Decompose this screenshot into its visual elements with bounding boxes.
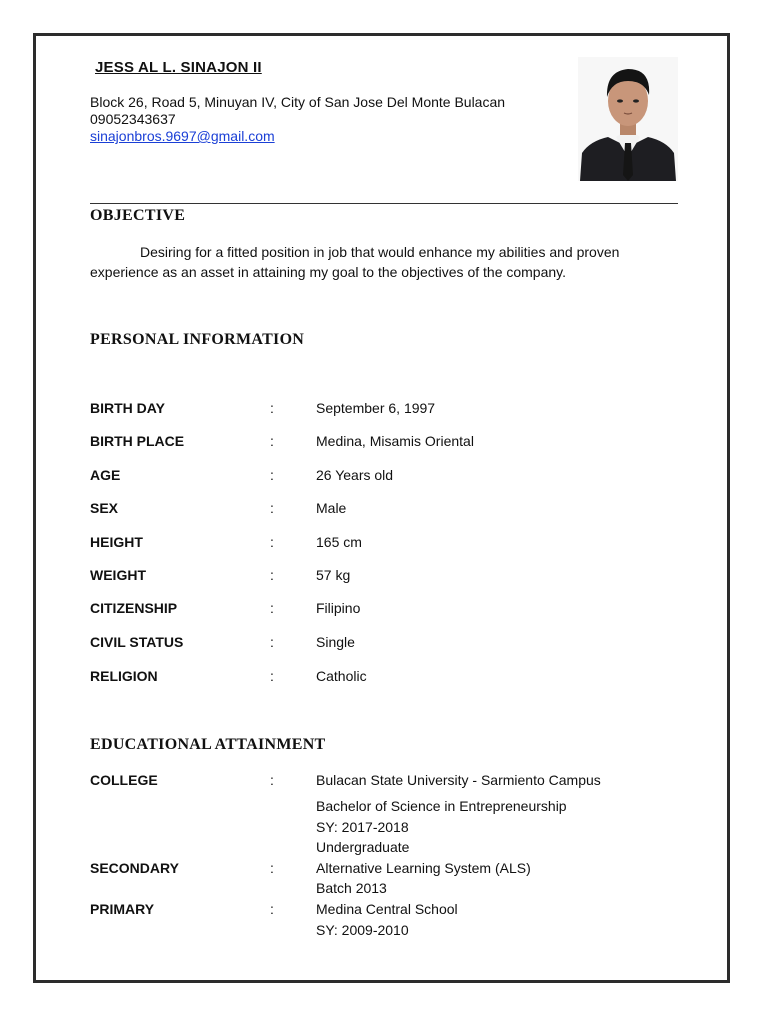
person-portrait-icon xyxy=(578,57,678,181)
info-colon: : xyxy=(270,500,274,516)
info-label: RELIGION xyxy=(90,668,158,684)
college-colon: : xyxy=(270,772,274,788)
personal-info-heading: PERSONAL INFORMATION xyxy=(90,331,305,348)
secondary-label: SECONDARY xyxy=(90,860,179,876)
education-heading: EDUCATIONAL ATTAINMENT xyxy=(90,736,326,753)
info-value: Medina, Misamis Oriental xyxy=(316,433,474,449)
secondary-colon: : xyxy=(270,860,274,876)
college-label: COLLEGE xyxy=(90,772,158,788)
info-row-religion xyxy=(90,668,690,686)
info-value: Catholic xyxy=(316,668,367,684)
info-label: AGE xyxy=(90,467,121,483)
info-label: CITIZENSHIP xyxy=(90,600,178,616)
objective-text: Desiring for a fitted position in job that would enhance my abilities and proven experience as an asset in attaining my goal to the objectives of the company. xyxy=(90,244,620,280)
info-value: Single xyxy=(316,634,355,650)
contact-block xyxy=(90,94,505,145)
primary-school: Medina Central School xyxy=(316,901,458,917)
info-row-sex xyxy=(90,500,690,518)
info-label: SEX xyxy=(90,500,119,516)
college-school: Bulacan State University - Sarmiento Campus xyxy=(316,772,601,788)
info-label: BIRTH DAY xyxy=(90,400,165,416)
info-colon: : xyxy=(270,567,274,583)
info-row-age xyxy=(90,467,690,485)
info-row-birth-place xyxy=(90,433,690,451)
info-value: Male xyxy=(316,500,347,516)
info-label: HEIGHT xyxy=(90,534,143,550)
college-status: Undergraduate xyxy=(316,839,410,855)
info-value: 26 Years old xyxy=(316,467,394,483)
info-row-citizenship xyxy=(90,600,690,618)
info-colon: : xyxy=(270,534,274,550)
objective-heading: OBJECTIVE xyxy=(90,207,186,224)
primary-label: PRIMARY xyxy=(90,901,155,917)
info-row-height xyxy=(90,534,690,552)
info-value: Filipino xyxy=(316,600,361,616)
applicant-name: JESS AL L. SINAJON II xyxy=(95,59,262,76)
info-label: CIVIL STATUS xyxy=(90,634,184,650)
info-row-weight xyxy=(90,567,690,585)
info-colon: : xyxy=(270,668,274,684)
address-text: Block 26, Road 5, Minuyan IV, City of San Jose Del Monte Bulacan xyxy=(90,94,506,110)
info-value: 165 cm xyxy=(316,534,362,550)
info-row-civil-status xyxy=(90,634,690,652)
college-school-year: SY: 2017-2018 xyxy=(316,819,409,835)
info-row-birthday xyxy=(90,400,690,418)
profile-photo xyxy=(578,57,678,181)
info-label: BIRTH PLACE xyxy=(90,433,185,449)
secondary-batch: Batch 2013 xyxy=(316,880,387,896)
info-colon: : xyxy=(270,433,274,449)
header-divider xyxy=(90,203,678,204)
info-value: 57 kg xyxy=(316,567,351,583)
primary-school-year: SY: 2009-2010 xyxy=(316,922,409,938)
email-link[interactable]: sinajonbros.9697@gmail.com xyxy=(90,128,275,144)
info-value: September 6, 1997 xyxy=(316,400,436,416)
info-colon: : xyxy=(270,400,274,416)
secondary-school: Alternative Learning System (ALS) xyxy=(316,860,531,876)
info-label: WEIGHT xyxy=(90,567,146,583)
info-colon: : xyxy=(270,467,274,483)
info-colon: : xyxy=(270,634,274,650)
info-colon: : xyxy=(270,600,274,616)
college-course: Bachelor of Science in Entrepreneurship xyxy=(316,798,567,814)
primary-colon: : xyxy=(270,901,274,917)
phone-text: 09052343637 xyxy=(90,111,176,127)
